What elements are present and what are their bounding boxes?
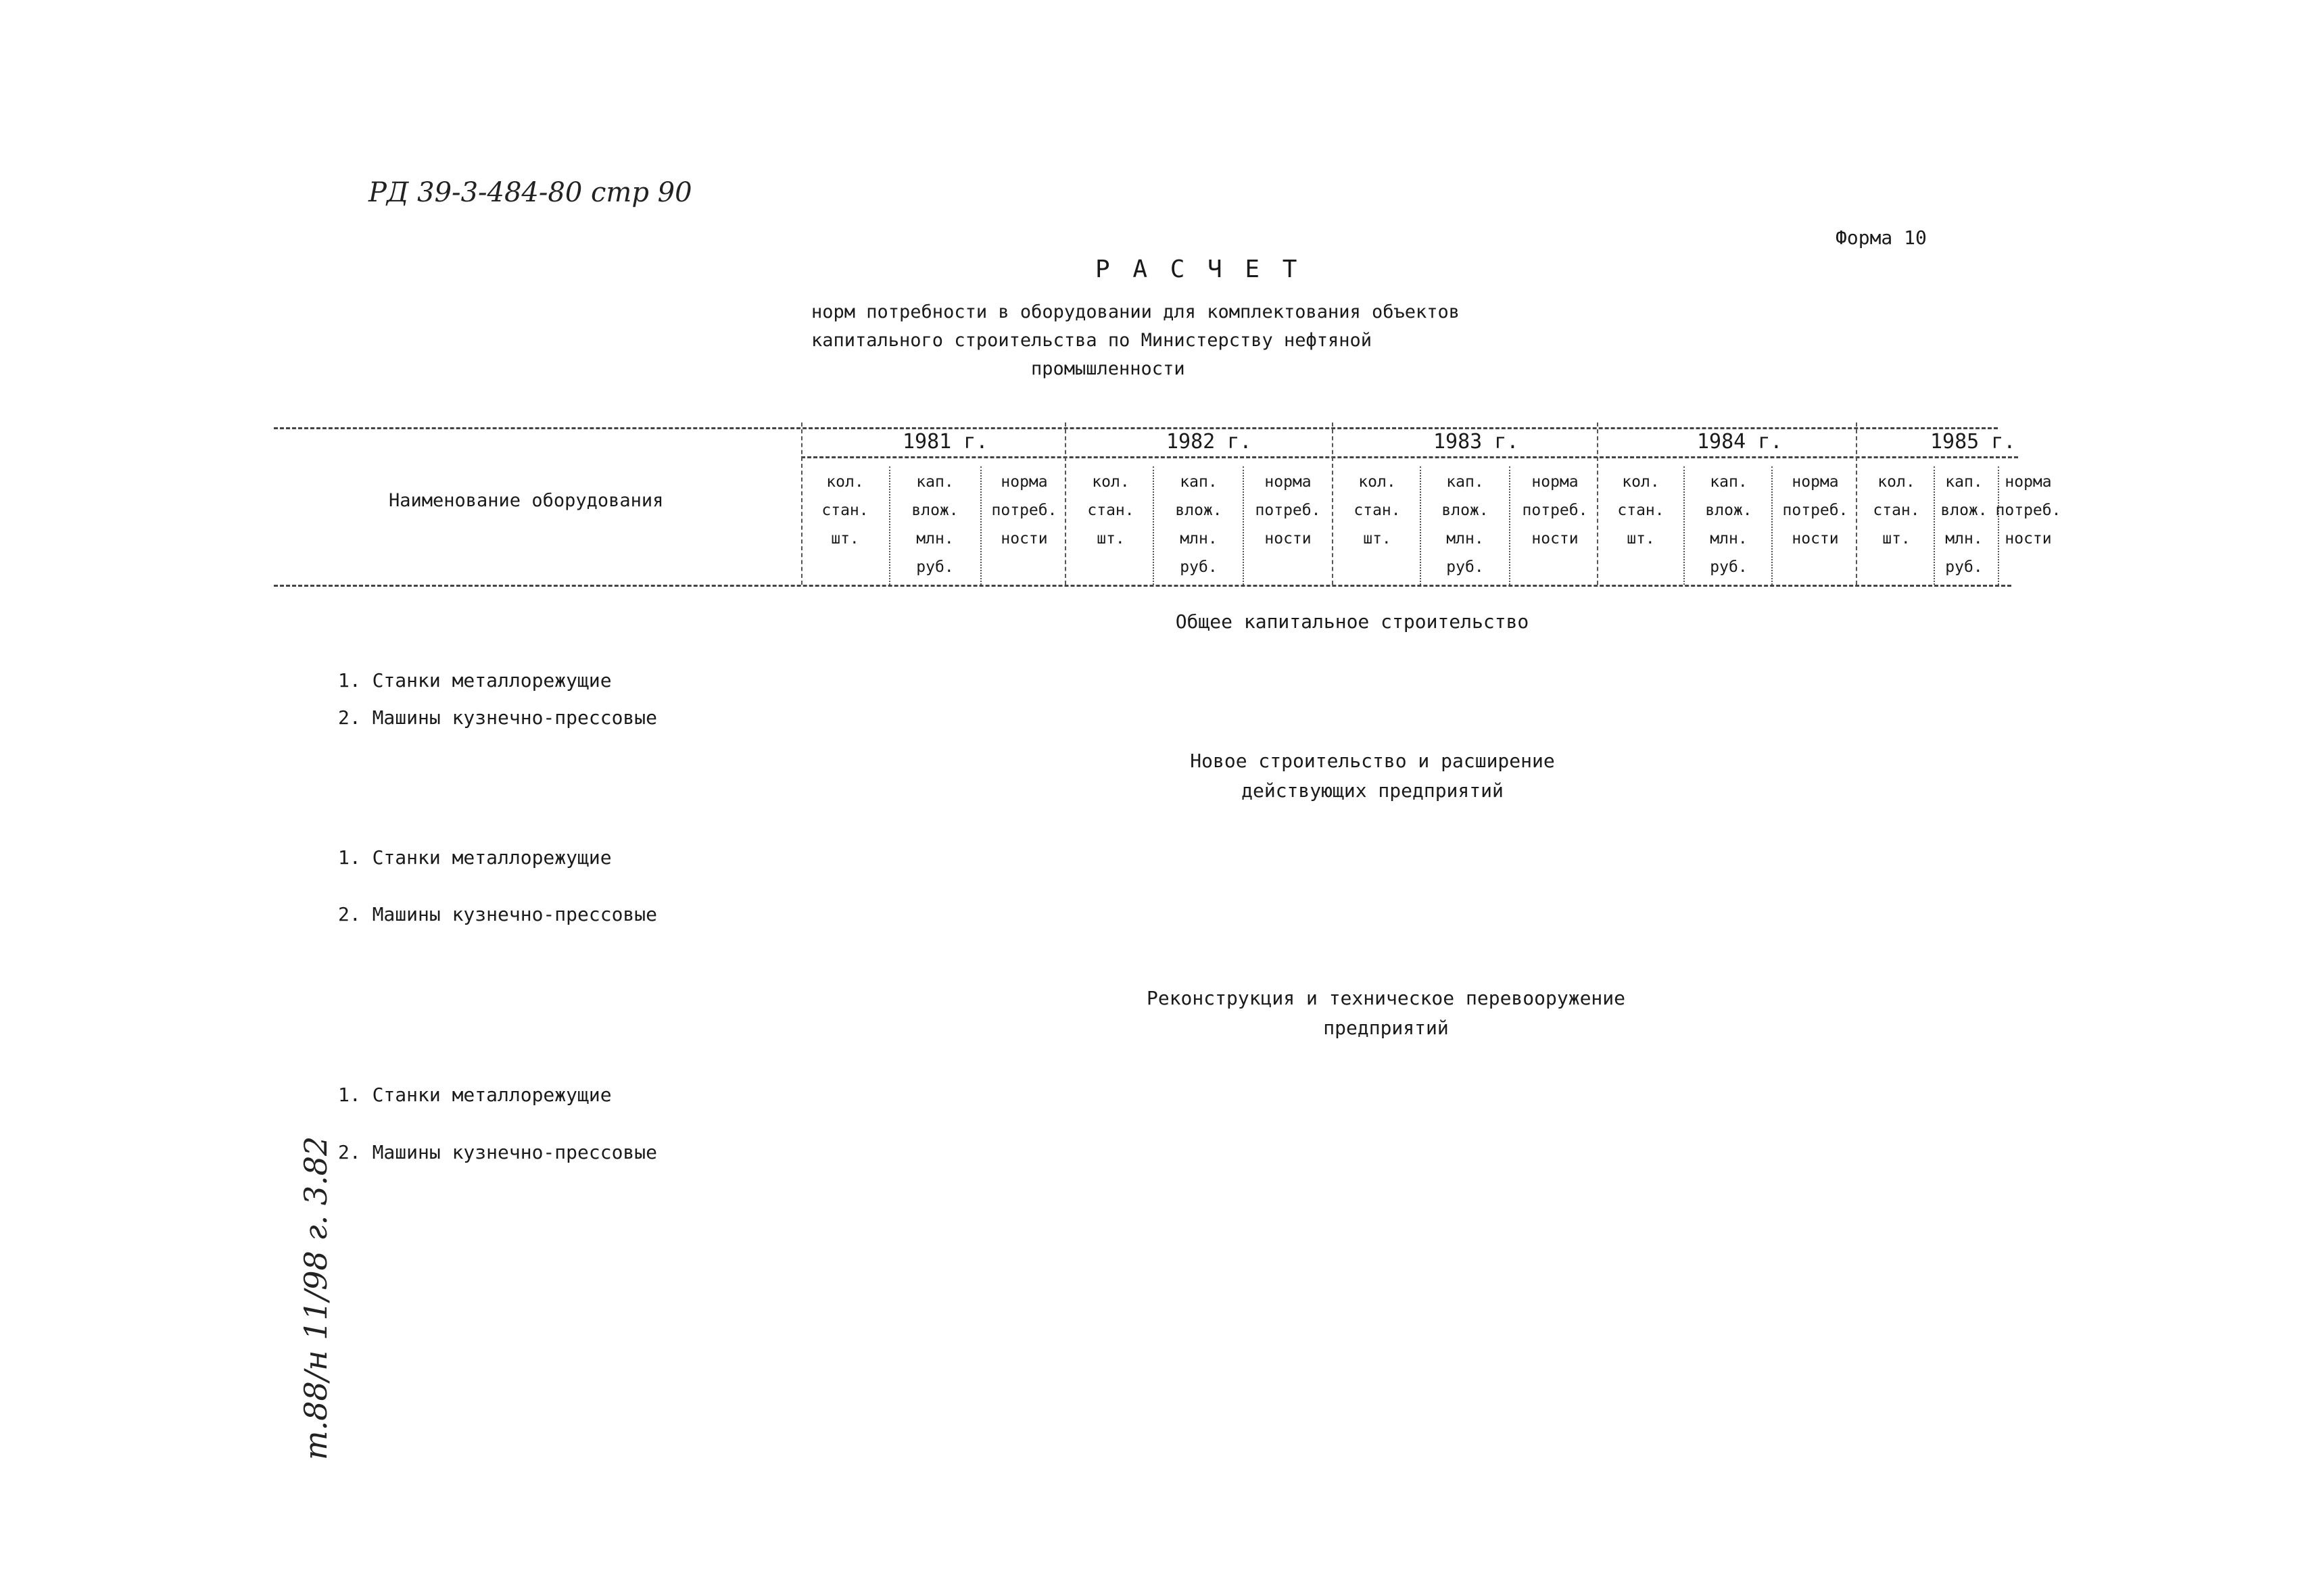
sub-header-qty: кол. стан. шт. [821, 473, 869, 548]
sub-header-capital: кап. влож. млн. руб. [911, 473, 959, 576]
subtitle-line-2: капитального строительства по Министерству нефтяной [811, 330, 1372, 351]
year-separator [1597, 422, 1598, 585]
year-1984: 1984 г. [1697, 430, 1783, 454]
sub-separator [1153, 466, 1154, 585]
margin-stamp: т.88/н 11/98 г. 3.82 [297, 1136, 334, 1460]
sub-header-capital: кап. влож. млн. руб. [1940, 473, 1988, 576]
sub-header-norm: норма потреб. ности [1255, 473, 1321, 548]
section-title: Общее капитальное строительство [1175, 610, 1529, 633]
sub-header-norm: норма потреб. ности [991, 473, 1057, 548]
list-item: 1. Станки металлорежущие [338, 846, 612, 869]
sub-header-qty: кол. стан. шт. [1617, 473, 1664, 548]
list-item: 1. Станки металлорежущие [338, 1084, 612, 1106]
sub-header-norm: норма потреб. ности [1522, 473, 1588, 548]
sub-separator [980, 466, 982, 585]
year-separator [1856, 422, 1857, 585]
subtitle-line-1: норм потребности в оборудовании для комплектования объектов [811, 301, 1460, 322]
year-1983: 1983 г. [1433, 430, 1519, 454]
page-title: Р А С Ч Е Т [1095, 256, 1301, 283]
year-1982: 1982 г. [1166, 430, 1252, 454]
sub-separator [889, 466, 890, 585]
section-title: Реконструкция и техническое перевооружение предприятий [1146, 987, 1625, 1039]
list-item: 2. Машины кузнечно-прессовые [338, 1141, 658, 1163]
list-item: 2. Машины кузнечно-прессовые [338, 706, 658, 729]
list-item: 2. Машины кузнечно-прессовые [338, 903, 658, 925]
year-separator [1332, 422, 1333, 585]
year-separator [801, 422, 802, 585]
sub-separator [1243, 466, 1244, 585]
sub-header-qty: кол. стан. шт. [1353, 473, 1401, 548]
sub-header-qty: кол. стан. шт. [1087, 473, 1134, 548]
sub-header-capital: кап. влож. млн. руб. [1705, 473, 1752, 576]
subtitle-line-3: промышленности [1031, 358, 1185, 379]
table-top-rule [274, 427, 1998, 429]
form-label: Форма 10 [1836, 226, 1927, 249]
sub-header-norm: норма потреб. ности [1995, 473, 2061, 548]
year-1985: 1985 г. [1930, 430, 2016, 454]
sub-separator [1771, 466, 1773, 585]
column-header-name: Наименование оборудования [389, 490, 664, 511]
sub-header-norm: норма потреб. ности [1782, 473, 1848, 548]
year-1981: 1981 г. [903, 430, 988, 454]
sub-header-qty: кол. стан. шт. [1873, 473, 1920, 548]
sub-separator [1683, 466, 1685, 585]
sub-header-capital: кап. влож. млн. руб. [1175, 473, 1222, 576]
section-title: Новое строительство и расширение действующих предприятий [1190, 750, 1555, 802]
sub-separator [1420, 466, 1421, 585]
table-bottom-rule [274, 585, 2011, 587]
list-item: 1. Станки металлорежущие [338, 669, 612, 692]
year-separator [1065, 422, 1066, 585]
sub-separator [1509, 466, 1510, 585]
sub-header-capital: кап. влож. млн. руб. [1441, 473, 1489, 576]
year-row-rule [801, 456, 2018, 458]
document-reference: РД 39-3-484-80 стр 90 [368, 177, 692, 208]
